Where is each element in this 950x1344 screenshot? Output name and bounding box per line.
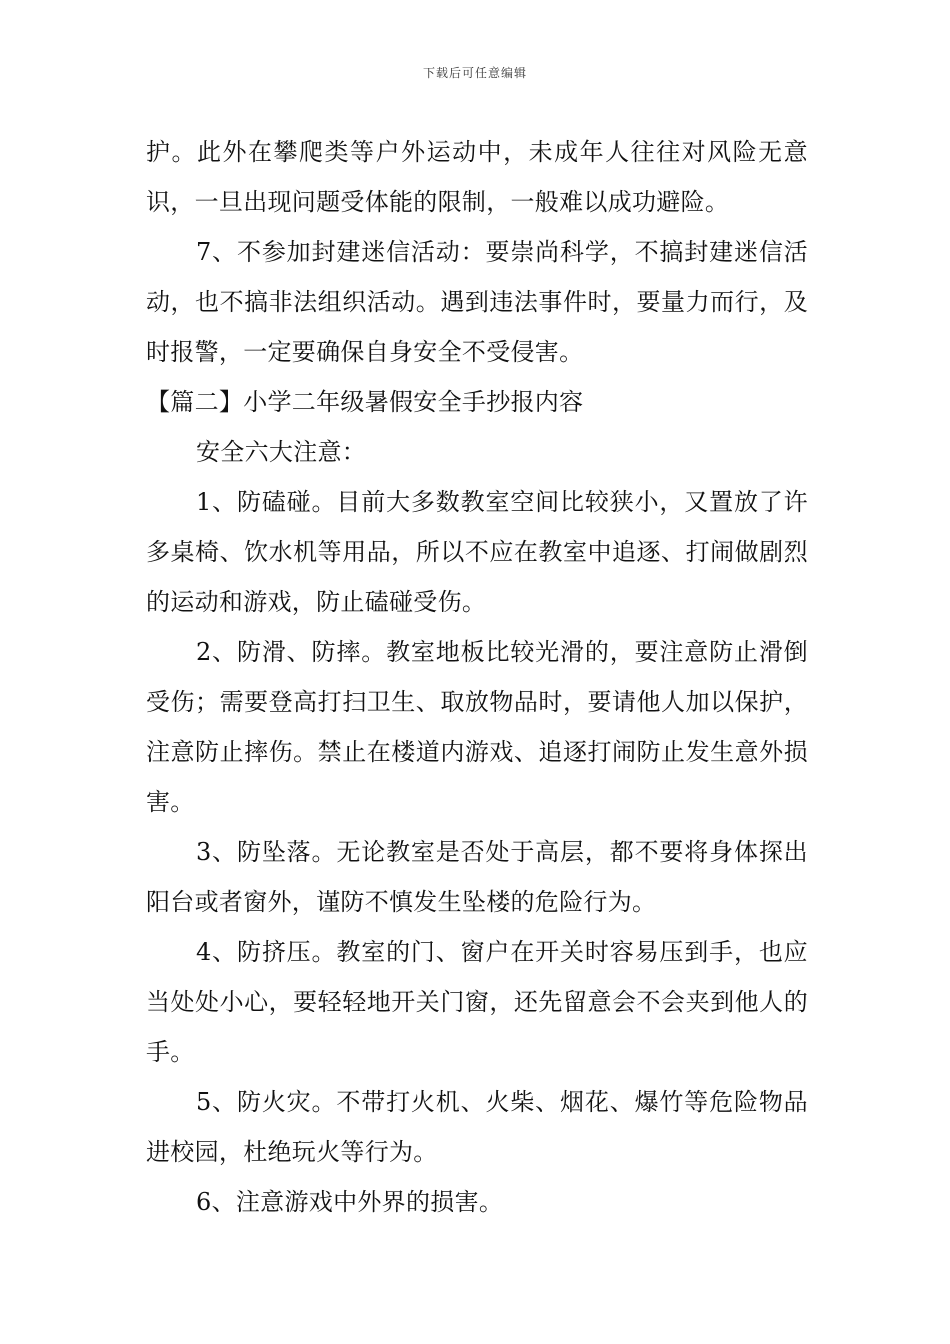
paragraph-item-2: 2、防滑、防摔。教室地板比较光滑的，要注意防止滑倒受伤；需要登高打扫卫生、取放物品时，要请他人加以保护，注意防止摔伤。禁止在楼道内游戏、追逐打闹防止发生意外损害。 — [146, 638, 808, 816]
document-body — [146, 127, 808, 1227]
paragraph-item-3: 3、防坠落。无论教室是否处于高层，都不要将身体探出阳台或者窗外，谨防不慎发生坠楼的危险行为。 — [146, 838, 808, 916]
paragraph-item-4: 4、防挤压。教室的门、窗户在开关时容易压到手，也应当处处小心，要轻轻地开关门窗，还先留意会不会夹到他人的手。 — [146, 938, 808, 1066]
section-heading: 【篇二】小学二年级暑假安全手抄报内容 — [146, 388, 584, 416]
subheading: 安全六大注意： — [196, 438, 367, 466]
paragraph-item-1: 1、防磕碰。目前大多数教室空间比较狭小，又置放了许多桌椅、饮水机等用品，所以不应在教室中追逐、打闹做剧烈的运动和游戏，防止磕碰受伤。 — [146, 488, 808, 616]
paragraph-continuation: 护。此外在攀爬类等户外运动中，未成年人往往对风险无意识，一旦出现问题受体能的限制，一般难以成功避险。 — [146, 138, 808, 216]
paragraph-item-7: 7、不参加封建迷信活动：要崇尚科学，不搞封建迷信活动，也不搞非法组织活动。遇到违法事件时，要量力而行，及时报警，一定要确保自身安全不受侵害。 — [146, 238, 808, 366]
paragraph-item-5: 5、防火灾。不带打火机、火柴、烟花、爆竹等危险物品进校园，杜绝玩火等行为。 — [146, 1088, 808, 1166]
paragraph-item-6: 6、注意游戏中外界的损害。 — [196, 1188, 504, 1216]
page-header: 下载后可任意编辑 — [422, 66, 527, 80]
